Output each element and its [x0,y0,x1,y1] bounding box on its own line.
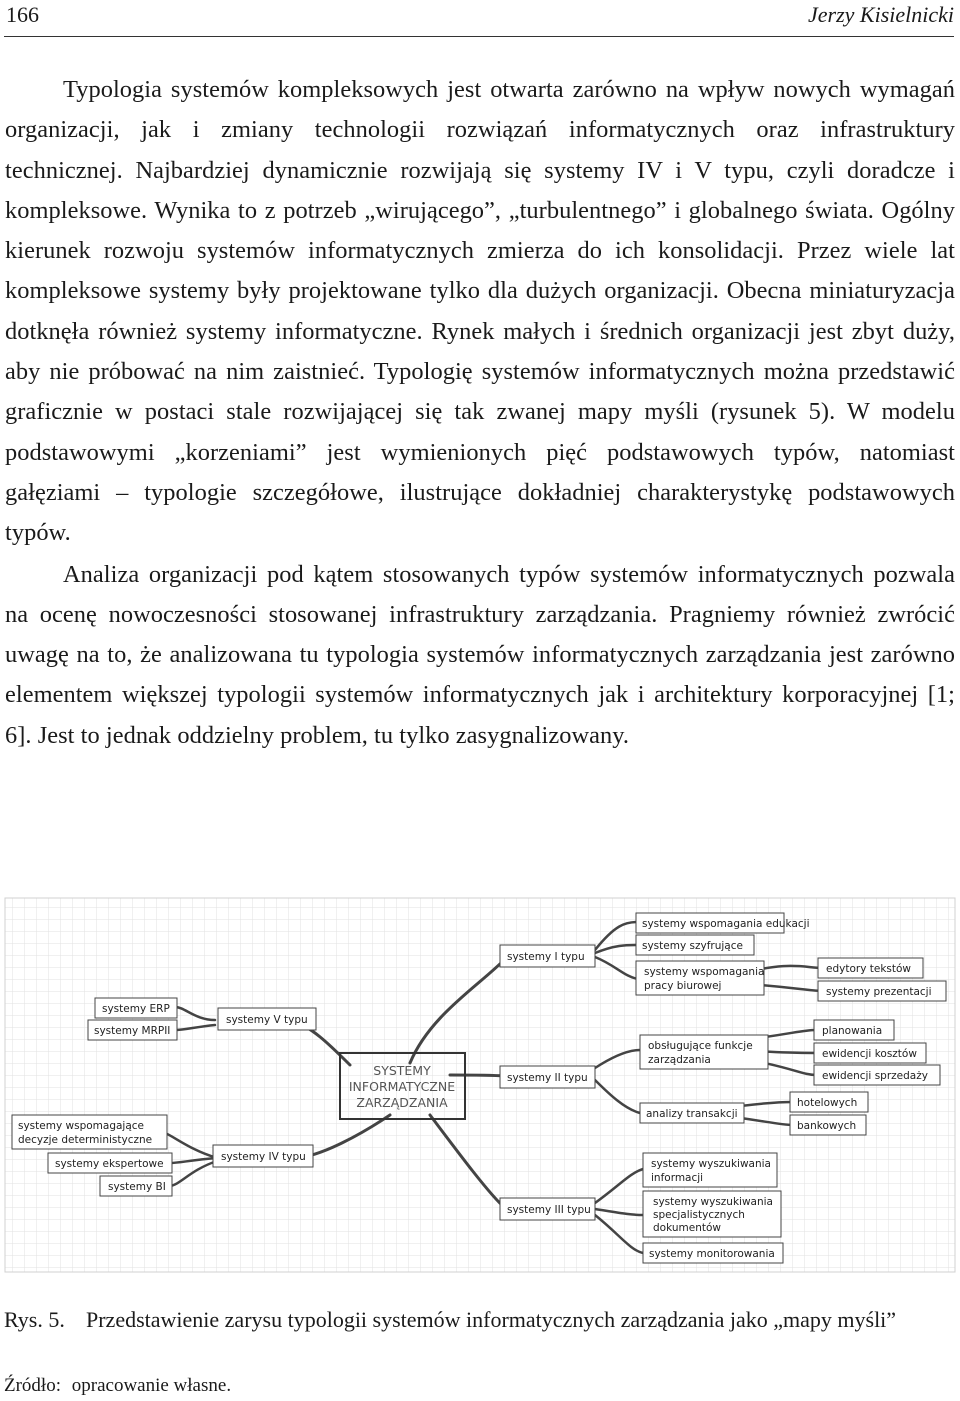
node-analizy-transakcji [640,1103,744,1123]
svg-text:systemy I typu: systemy I typu [507,951,585,963]
node-wspomagania-edukacji [636,913,809,933]
svg-text:systemy MRPII: systemy MRPII [94,1025,171,1037]
svg-text:obsługujące funkcje: obsługujące funkcje [648,1040,753,1052]
svg-text:systemy IV typu: systemy IV typu [221,1151,306,1163]
svg-text:systemy BI: systemy BI [108,1181,166,1193]
svg-text:ewidencji sprzedaży: ewidencji sprzedaży [822,1070,928,1082]
center-label-line3: ZARZĄDZANIA [356,1095,448,1110]
svg-text:bankowych: bankowych [797,1120,857,1132]
node-wyszukiwania-informacji [643,1153,777,1187]
svg-text:planowania: planowania [822,1025,883,1037]
svg-text:ewidencji kosztów: ewidencji kosztów [822,1048,917,1060]
svg-text:systemy wspomagające: systemy wspomagające [18,1120,145,1132]
svg-text:systemy ekspertowe: systemy ekspertowe [55,1158,164,1170]
svg-text:informacji: informacji [651,1172,704,1184]
svg-text:dokumentów: dokumentów [653,1222,721,1234]
running-author: Jerzy Kisielnicki [807,2,954,27]
svg-text:systemy wyszukiwania: systemy wyszukiwania [653,1196,773,1208]
node-type-4 [213,1145,313,1167]
header-rule [4,36,954,37]
figure-caption [4,1305,956,1334]
svg-text:systemy ERP: systemy ERP [102,1003,170,1015]
svg-text:pracy biurowej: pracy biurowej [644,980,722,992]
svg-text:systemy II typu: systemy II typu [507,1072,588,1084]
svg-text:analizy transakcji: analizy transakcji [646,1108,738,1120]
node-edytory-tekstow [818,958,923,978]
node-ekspertowe [48,1153,172,1173]
node-wyszukiwania-dokumentow [643,1191,781,1237]
caption-text: Przedstawienie zarysu typologii systemów informatycznych zarządzania jako „mapy myśli” [86,1307,897,1332]
svg-text:zarządzania: zarządzania [648,1054,711,1066]
svg-text:systemy wspomagania edukacji: systemy wspomagania edukacji [642,918,810,930]
node-decyzje-deterministyczne [12,1115,167,1149]
svg-text:systemy III typu: systemy III typu [507,1204,591,1216]
node-systemy-prezentacji [818,981,946,1001]
source-label: Źródło: [4,1375,61,1396]
caption-label: Rys. 5. [4,1307,65,1332]
node-type-1 [500,945,595,967]
node-type-3 [500,1198,595,1220]
node-type-2 [500,1066,595,1088]
svg-text:systemy wyszukiwania: systemy wyszukiwania [651,1158,771,1170]
mind-map-figure [0,895,960,1275]
svg-text:systemy prezentacji: systemy prezentacji [826,986,932,998]
node-hotelowych [790,1092,868,1112]
paragraph: Analiza organizacji pod kątem stosowanych typów systemów informatycznych pozwala na ocenę nowoczesności stosowanej infrastruktury zarządzania. Pragniemy również zwrócić uwagę na to, że analizowana tu typologia systemów informatycznych zarządzania jest zarówno elementem większej typologii systemów informatycznych jak i architektury korporacyjnej [1; 6]. Jest to jednak oddzielny problem, tu tylko zasygnalizowany. [5,560,955,749]
svg-text:edytory tekstów: edytory tekstów [826,963,912,975]
node-bi [100,1176,172,1196]
grid-background [5,898,955,1272]
svg-text:systemy monitorowania: systemy monitorowania [649,1248,775,1260]
node-szyfrujace [636,935,754,955]
svg-text:specjalistycznych: specjalistycznych [653,1209,745,1221]
page-number: 166 [6,2,39,27]
body-text [5,70,955,756]
node-ewidencji-kosztow [814,1043,926,1063]
node-type-5 [218,1008,316,1030]
node-monitorowania [643,1243,783,1263]
svg-text:systemy V typu: systemy V typu [226,1014,308,1026]
figure-source [4,1375,231,1397]
running-head [4,0,954,40]
node-obslugujace-funkcje [640,1035,768,1069]
svg-text:systemy szyfrujące: systemy szyfrujące [642,940,743,952]
node-pracy-biurowej [636,961,764,995]
center-label-line1: SYSTEMY [373,1063,431,1078]
node-mrpii [88,1020,177,1040]
node-planowania [814,1020,894,1040]
source-text: opracowanie własne. [71,1375,232,1396]
svg-text:decyzje deterministyczne: decyzje deterministyczne [18,1134,153,1146]
node-bankowych [790,1115,866,1135]
svg-text:systemy wspomagania: systemy wspomagania [644,966,765,978]
center-label-line2: INFORMATYCZNE [348,1079,456,1094]
svg-text:hotelowych: hotelowych [797,1097,858,1109]
node-erp [95,998,177,1018]
paragraph: Typologia systemów kompleksowych jest otwarta zarówno na wpływ nowych wymagań organizacji, jak i zmiany technologii rozwiązań informatycznych oraz infrastruktury technicznej. Najbardziej dynamicznie rozwijają się systemy IV i V typu, czyli doradcze i kompleksowe. Wynika to z potrzeb „wirującego”, „turbulentnego” i globalnego świata. Ogólny kierunek rozwoju systemów informatycznych zmierza do ich konsolidacji. Przez wiele lat kompleksowe systemy były projektowane tylko dla dużych organizacji. Obecna miniaturyzacja dotknęła również systemy informatyczne. Rynek małych i średnich organizacji jest zbyt duży, aby nie próbować na nim zaistnieć. Typologię systemów informatycznych można przedstawić graficznie w postaci stale rozwijającej się tak zwanej mapy myśli (rysunek 5). W modelu podstawowymi „korzeniami” jest wymienionych pięć podstawowych typów, natomiast gałęziami – typologie szczegółowe, ilustrujące dokładniej charakterystykę podstawowych typów. [5,76,955,547]
node-ewidencji-sprzedazy [814,1065,940,1085]
